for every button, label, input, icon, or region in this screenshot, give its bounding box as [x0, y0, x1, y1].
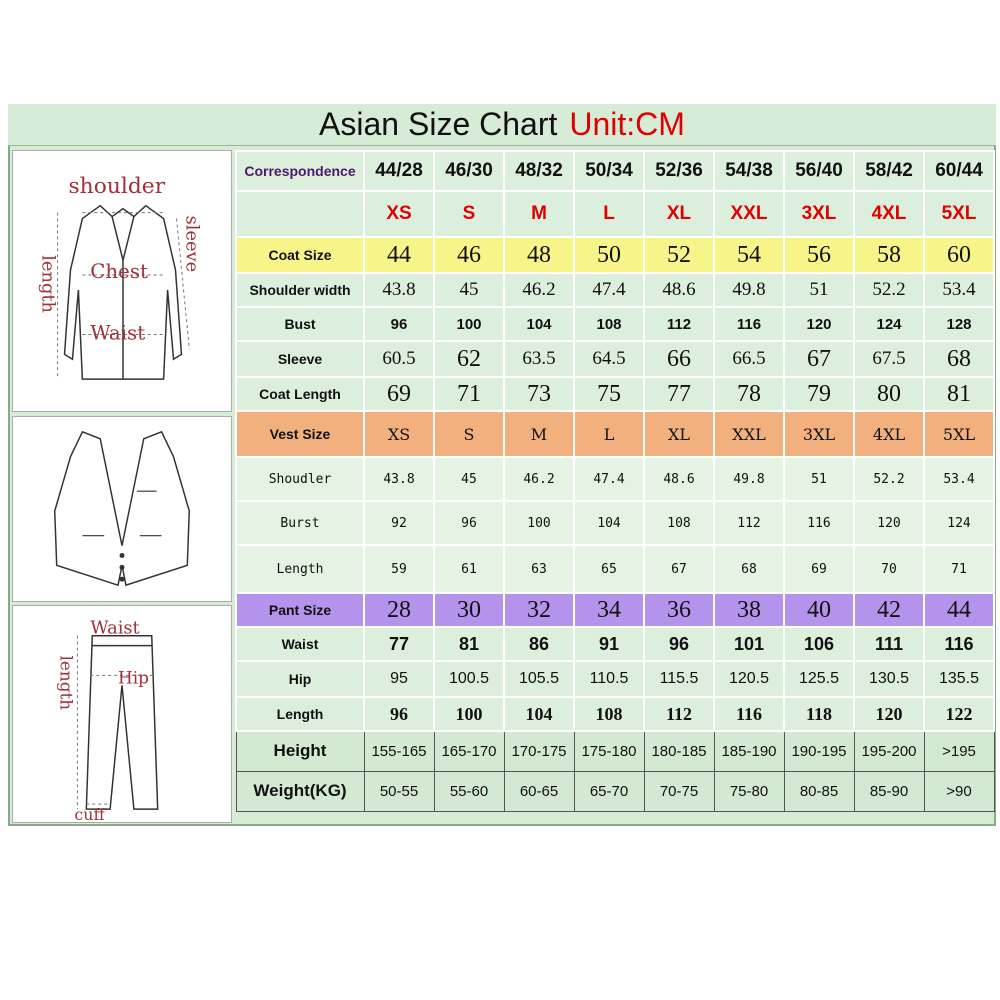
table-cell: 67: [784, 341, 854, 377]
table-cell: 45: [434, 273, 504, 307]
row-label: Bust: [236, 307, 364, 341]
table-row: [236, 501, 994, 545]
table-cell: 52/36: [644, 151, 714, 191]
table-cell: 30: [434, 593, 504, 627]
table-cell: 34: [574, 593, 644, 627]
table-cell: 185-190: [714, 731, 784, 771]
table-cell: XS: [364, 191, 434, 237]
table-row: [236, 457, 994, 501]
table-cell: 49.8: [714, 457, 784, 501]
table-cell: 81: [924, 377, 994, 411]
table-cell: 77: [644, 377, 714, 411]
table-cell: 43.8: [364, 457, 434, 501]
row-label: Coat Size: [236, 237, 364, 273]
table-cell: 65-70: [574, 771, 644, 811]
table-cell: 125.5: [784, 661, 854, 697]
row-label: Length: [236, 545, 364, 593]
pants-label-waist: Waist: [90, 617, 140, 639]
table-cell: 54: [714, 237, 784, 273]
table-cell: 56/40: [784, 151, 854, 191]
table-cell: >90: [924, 771, 994, 811]
table-cell: 116: [714, 697, 784, 731]
table-cell: 71: [434, 377, 504, 411]
table-cell: 32: [504, 593, 574, 627]
table-cell: 67: [644, 545, 714, 593]
table-cell: 50/34: [574, 151, 644, 191]
table-cell: 120: [854, 697, 924, 731]
table-cell: S: [434, 191, 504, 237]
table-cell: 100: [504, 501, 574, 545]
table-cell: 43.8: [364, 273, 434, 307]
table-cell: XXL: [714, 411, 784, 457]
table-cell: 28: [364, 593, 434, 627]
table-cell: 77: [364, 627, 434, 661]
table-cell: 63: [504, 545, 574, 593]
table-cell: 62: [434, 341, 504, 377]
table-cell: 60.5: [364, 341, 434, 377]
table-cell: 100: [434, 697, 504, 731]
table-cell: 52: [644, 237, 714, 273]
vest-illustration: [13, 417, 231, 601]
table-cell: 120: [784, 307, 854, 341]
table-cell: 52.2: [854, 273, 924, 307]
table-cell: 5XL: [924, 191, 994, 237]
table-cell: 100: [434, 307, 504, 341]
table-cell: 108: [574, 697, 644, 731]
jacket-label-chest: Chest: [90, 260, 149, 284]
table-cell: 44: [924, 593, 994, 627]
table-cell: 70: [854, 545, 924, 593]
table-cell: 4XL: [854, 411, 924, 457]
table-cell: 190-195: [784, 731, 854, 771]
table-cell: 96: [644, 627, 714, 661]
table-cell: 128: [924, 307, 994, 341]
table-cell: 45: [434, 457, 504, 501]
jacket-label-sleeve: sleeve: [181, 215, 203, 273]
table-cell: 60: [924, 237, 994, 273]
pants-diagram: [12, 605, 232, 823]
jacket-label-waist: Waist: [90, 321, 146, 345]
table-cell: 180-185: [644, 731, 714, 771]
table-cell: 44: [364, 237, 434, 273]
table-cell: 48/32: [504, 151, 574, 191]
jacket-diagram: [12, 150, 232, 412]
title-text: Asian Size Chart: [319, 106, 558, 142]
table-cell: 61: [434, 545, 504, 593]
table-cell: 96: [364, 307, 434, 341]
table-cell: 75: [574, 377, 644, 411]
table-cell: 38: [714, 593, 784, 627]
table-cell: >195: [924, 731, 994, 771]
table-cell: 111: [854, 627, 924, 661]
table-cell: 69: [784, 545, 854, 593]
row-label: Shoulder width: [236, 273, 364, 307]
table-cell: 116: [714, 307, 784, 341]
table-cell: 130.5: [854, 661, 924, 697]
table-cell: 112: [714, 501, 784, 545]
table-cell: 73: [504, 377, 574, 411]
table-cell: 105.5: [504, 661, 574, 697]
table-cell: 116: [784, 501, 854, 545]
table-cell: 59: [364, 545, 434, 593]
table-cell: 96: [434, 501, 504, 545]
row-label: Height: [236, 731, 364, 771]
table-cell: 40: [784, 593, 854, 627]
table-cell: 80: [854, 377, 924, 411]
table-cell: 53.4: [924, 273, 994, 307]
table-cell: 108: [644, 501, 714, 545]
table-cell: 170-175: [504, 731, 574, 771]
table-cell: 195-200: [854, 731, 924, 771]
table-cell: 64.5: [574, 341, 644, 377]
table-cell: 80-85: [784, 771, 854, 811]
vest-size-row: [236, 411, 994, 457]
table-row: [236, 627, 994, 661]
table-cell: 112: [644, 307, 714, 341]
table-cell: 75-80: [714, 771, 784, 811]
row-label: Hip: [236, 661, 364, 697]
table-cell: 52.2: [854, 457, 924, 501]
table-cell: 112: [644, 697, 714, 731]
table-cell: 60/44: [924, 151, 994, 191]
table-cell: 69: [364, 377, 434, 411]
table-cell: 56: [784, 237, 854, 273]
table-cell: 67.5: [854, 341, 924, 377]
table-row: [236, 661, 994, 697]
table-cell: 86: [504, 627, 574, 661]
table-cell: 120.5: [714, 661, 784, 697]
table-cell: 54/38: [714, 151, 784, 191]
table-cell: 50: [574, 237, 644, 273]
table-cell: 46/30: [434, 151, 504, 191]
table-cell: 116: [924, 627, 994, 661]
table-cell: 108: [574, 307, 644, 341]
row-label: Sleeve: [236, 341, 364, 377]
table-row: [236, 377, 994, 411]
table-cell: 55-60: [434, 771, 504, 811]
table-cell: 118: [784, 697, 854, 731]
table-cell: XL: [644, 191, 714, 237]
table-cell: 65: [574, 545, 644, 593]
row-label: Burst: [236, 501, 364, 545]
table-cell: 3XL: [784, 411, 854, 457]
table-cell: 58/42: [854, 151, 924, 191]
row-label: Weight(KG): [236, 771, 364, 811]
pants-label-cuff: cuff: [74, 805, 105, 822]
table-row: [236, 307, 994, 341]
table-cell: 115.5: [644, 661, 714, 697]
table-cell: 104: [574, 501, 644, 545]
table-cell: 101: [714, 627, 784, 661]
jacket-label-shoulder: shoulder: [68, 173, 166, 199]
table-cell: 104: [504, 697, 574, 731]
table-cell: 4XL: [854, 191, 924, 237]
table-cell: 79: [784, 377, 854, 411]
table-cell: 78: [714, 377, 784, 411]
pants-label-hip: Hip: [118, 667, 149, 688]
table-cell: 47.4: [574, 457, 644, 501]
row-label: Pant Size: [236, 593, 364, 627]
table-cell: 106: [784, 627, 854, 661]
pants-label-length: length: [56, 655, 77, 711]
table-cell: 100.5: [434, 661, 504, 697]
table-cell: 42: [854, 593, 924, 627]
title-unit: Unit:CM: [569, 106, 685, 142]
table-cell: XXL: [714, 191, 784, 237]
table-cell: S: [434, 411, 504, 457]
table-cell: L: [574, 411, 644, 457]
table-cell: 96: [364, 697, 434, 731]
table-row: [236, 697, 994, 731]
height-row: [236, 731, 994, 771]
page-title: [8, 104, 996, 146]
table-cell: XS: [364, 411, 434, 457]
table-cell: 46: [434, 237, 504, 273]
table-cell: 95: [364, 661, 434, 697]
table-cell: 50-55: [364, 771, 434, 811]
table-cell: 104: [504, 307, 574, 341]
jacket-label-length: length: [37, 255, 59, 314]
table-cell: 165-170: [434, 731, 504, 771]
table-cell: 48.6: [644, 457, 714, 501]
table-cell: 66: [644, 341, 714, 377]
table-cell: 124: [854, 307, 924, 341]
table-cell: 3XL: [784, 191, 854, 237]
jacket-illustration: [13, 151, 231, 411]
empty-cell: [236, 191, 364, 237]
row-label: Waist: [236, 627, 364, 661]
table-cell: 175-180: [574, 731, 644, 771]
table-cell: 92: [364, 501, 434, 545]
table-cell: 63.5: [504, 341, 574, 377]
table-cell: 5XL: [924, 411, 994, 457]
table-cell: 49.8: [714, 273, 784, 307]
table-row: [236, 545, 994, 593]
table-cell: 46.2: [504, 273, 574, 307]
row-label: Length: [236, 697, 364, 731]
table-cell: XL: [644, 411, 714, 457]
table-cell: 53.4: [924, 457, 994, 501]
row-label: Vest Size: [236, 411, 364, 457]
table-cell: 46.2: [504, 457, 574, 501]
table-cell: 122: [924, 697, 994, 731]
row-label: Coat Length: [236, 377, 364, 411]
table-cell: 124: [924, 501, 994, 545]
pant-size-row: [236, 593, 994, 627]
table-cell: 36: [644, 593, 714, 627]
table-cell: 135.5: [924, 661, 994, 697]
size-table: [235, 150, 995, 812]
table-cell: 58: [854, 237, 924, 273]
table-cell: 81: [434, 627, 504, 661]
table-cell: 68: [714, 545, 784, 593]
table-cell: L: [574, 191, 644, 237]
table-cell: 85-90: [854, 771, 924, 811]
table-cell: 155-165: [364, 731, 434, 771]
table-cell: M: [504, 411, 574, 457]
table-cell: 120: [854, 501, 924, 545]
table-cell: M: [504, 191, 574, 237]
table-cell: 91: [574, 627, 644, 661]
table-row: [236, 191, 994, 237]
table-cell: 48.6: [644, 273, 714, 307]
table-cell: 71: [924, 545, 994, 593]
table-cell: 68: [924, 341, 994, 377]
row-label: Correspondence: [236, 151, 364, 191]
table-row: [236, 341, 994, 377]
table-cell: 66.5: [714, 341, 784, 377]
row-label: Shoudler: [236, 457, 364, 501]
vest-diagram: [12, 416, 232, 602]
table-cell: 48: [504, 237, 574, 273]
table-cell: 51: [784, 457, 854, 501]
table-cell: 60-65: [504, 771, 574, 811]
pants-illustration: [13, 606, 231, 822]
table-row: [236, 151, 994, 191]
table-cell: 70-75: [644, 771, 714, 811]
table-cell: 44/28: [364, 151, 434, 191]
coat-size-row: [236, 237, 994, 273]
table-row: [236, 273, 994, 307]
table-cell: 51: [784, 273, 854, 307]
table-cell: 110.5: [574, 661, 644, 697]
table-cell: 47.4: [574, 273, 644, 307]
weight-row: [236, 771, 994, 811]
